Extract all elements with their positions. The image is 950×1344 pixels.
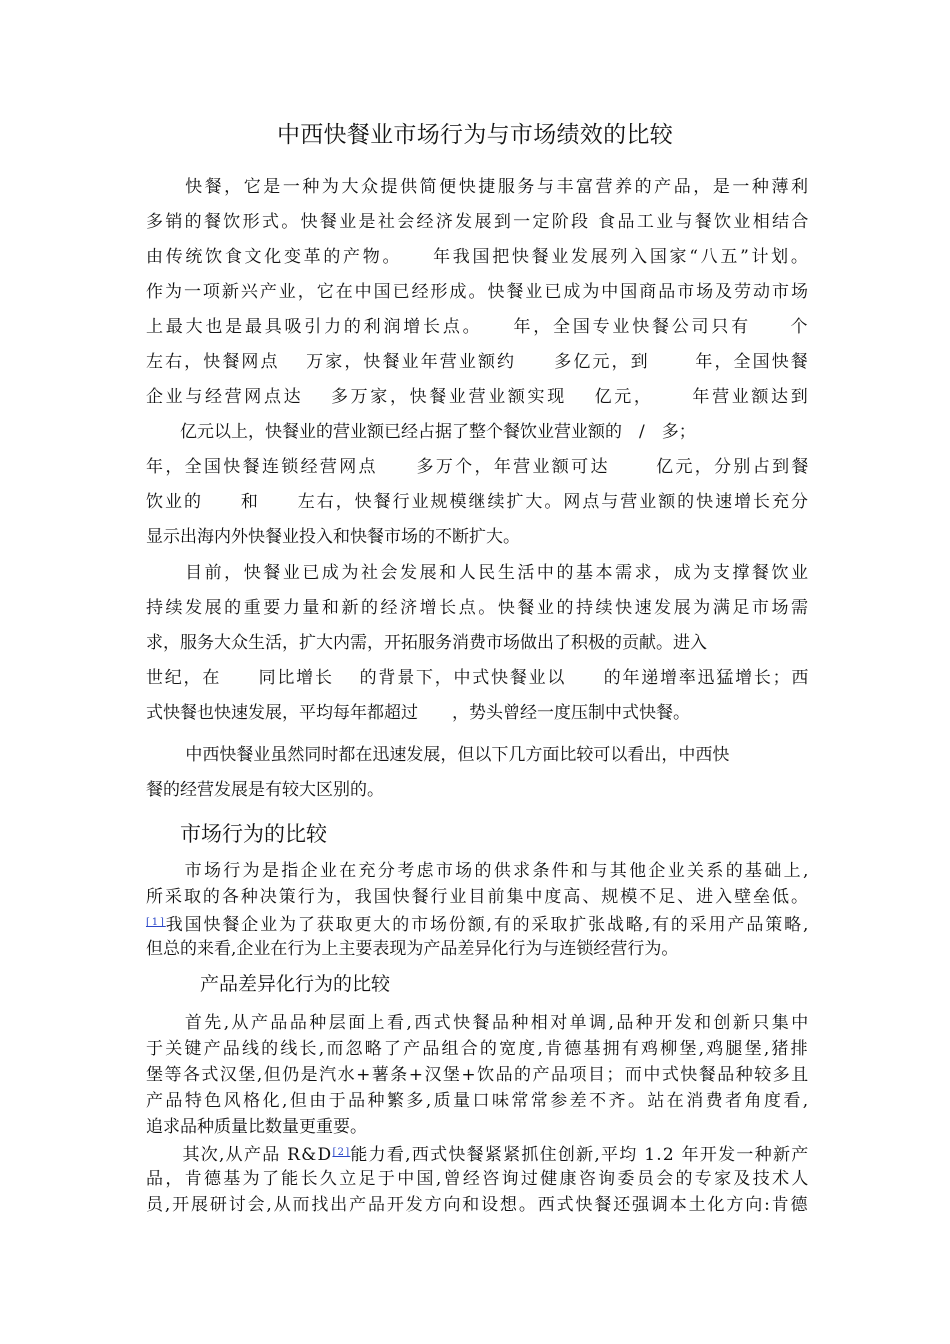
text-line: 所采取的各种决策行为，我国快餐行业目前集中度高、规模不足、进入壁垒低。 [146,887,810,907]
paragraph-product-variety [146,1010,811,1140]
text-span: 我国快餐企业为了获取更大的市场份额,有的采取扩张战略,有的采用产品策略, [165,915,811,935]
text-line: 于关键产品线的线长,而忽略了产品组合的宽度,肯德基拥有鸡柳堡,鸡腿堡,猪排 [146,1039,810,1059]
text-line: 追求品种质量比数量更重要。 [146,1117,367,1137]
footnote-link[interactable]: [1] [146,917,166,928]
text-line: 中西快餐业虽然同时都在迅速发展，但以下几方面比较可以看出，中西快 [146,745,730,765]
text-line: 式快餐也快速发展，平均每年都超过 ，势头曾经一度压制中式快餐。 [146,703,690,723]
text-line: 左右，快餐网点 万家，快餐业年营业额约 多亿元，到 年，全国快餐 [146,352,810,372]
text-line: 快餐，它是一种为大众提供简便快捷服务与丰富营养的产品，是一种薄利 [146,177,811,197]
text-line: 品，肯德基为了能长久立足于中国,曾经咨询过健康咨询委员会的专家及技术人 [146,1169,811,1189]
text-line: 首先,从产品品种层面上看,西式快餐品种相对单调,品种开发和创新只集中 [146,1013,811,1033]
text-line: 饮业的 和 左右，快餐行业规模继续扩大。网点与营业额的快速增长充分 [146,492,810,512]
text-line: 餐的经营发展是有较大区别的。 [146,780,384,800]
text-line: 产品特色风格化,但由于品种繁多,质量口味常常参差不齐。站在消费者角度看, [146,1091,811,1111]
page-title: 中西快餐业市场行为与市场绩效的比较 [276,122,674,148]
text-span: 其次,从产品 R&D [146,1145,333,1165]
text-line: 市场行为是指企业在充分考虑市场的供求条件和与其他企业关系的基础上, [146,861,811,881]
text-line: 企业与经营网点达 多万家，快餐业营业额实现 亿元， 年营业额达到 [146,387,811,407]
paragraph-product-rd [146,1140,811,1218]
text-line: 世纪，在 同比增长 的背景下，中式快餐业以 的年递增率迅猛增长；西 [146,668,811,688]
paragraph-current-status [146,556,811,731]
paragraph-market-behavior [146,858,811,962]
text-span: 能力看,西式快餐紧紧抓住创新,平均 1.2 年开发一种新产 [350,1145,810,1165]
text-line: 多销的餐饮形式。快餐业是社会经济发展到一定阶段 食品工业与餐饮业相结合 [146,212,811,232]
paragraph-comparison-intro [146,738,808,808]
text-line: 作为一项新兴产业，它在中国已经形成。快餐业已成为中国商品市场及劳动市场 [146,282,810,302]
text-line: 显示出海内外快餐业投入和快餐市场的不断扩大。 [146,527,520,547]
text-line [146,1140,808,1166]
text-line: 但总的来看,企业在行为上主要表现为产品差异化行为与连锁经营行为。 [146,939,679,959]
text-line: 上最大也是最具吸引力的利润增长点。 年，全国专业快餐公司只有 个 [146,317,811,337]
text-line: 由传统饮食文化变革的产物。 年我国把快餐业发展列入国家“八五”计划。 [146,247,811,267]
text-line: 求，服务大众生活，扩大内需，开拓服务消费市场做出了积极的贡献。进入 [146,633,707,653]
subsection-heading: 产品差异化行为的比较 [200,973,391,995]
text-line: 堡等各式汉堡,但仍是汽水+薯条+汉堡+饮品的产品项目；而中式快餐品种较多且 [146,1065,810,1085]
text-line: 持续发展的重要力量和新的经济增长点。快餐业的持续快速发展为满足市场需 [146,598,811,618]
paragraph-intro [146,170,811,555]
footnote-link[interactable]: [2] [332,1147,351,1158]
text-line [146,910,811,936]
text-line: 年，全国快餐连锁经营网点 多万个，年营业额可达 亿元，分别占到餐 [146,457,811,477]
text-line: 亿元以上，快餐业的营业额已经占据了整个餐饮业营业额的 / 多； [146,422,696,442]
section-heading: 市场行为的比较 [180,822,327,846]
text-line: 员,开展研讨会,从而找出产品开发方向和设想。西式快餐还强调本土化方向:肯德 [146,1195,810,1215]
text-line: 目前，快餐业已成为社会发展和人民生活中的基本需求，成为支撑餐饮业 [146,563,811,583]
